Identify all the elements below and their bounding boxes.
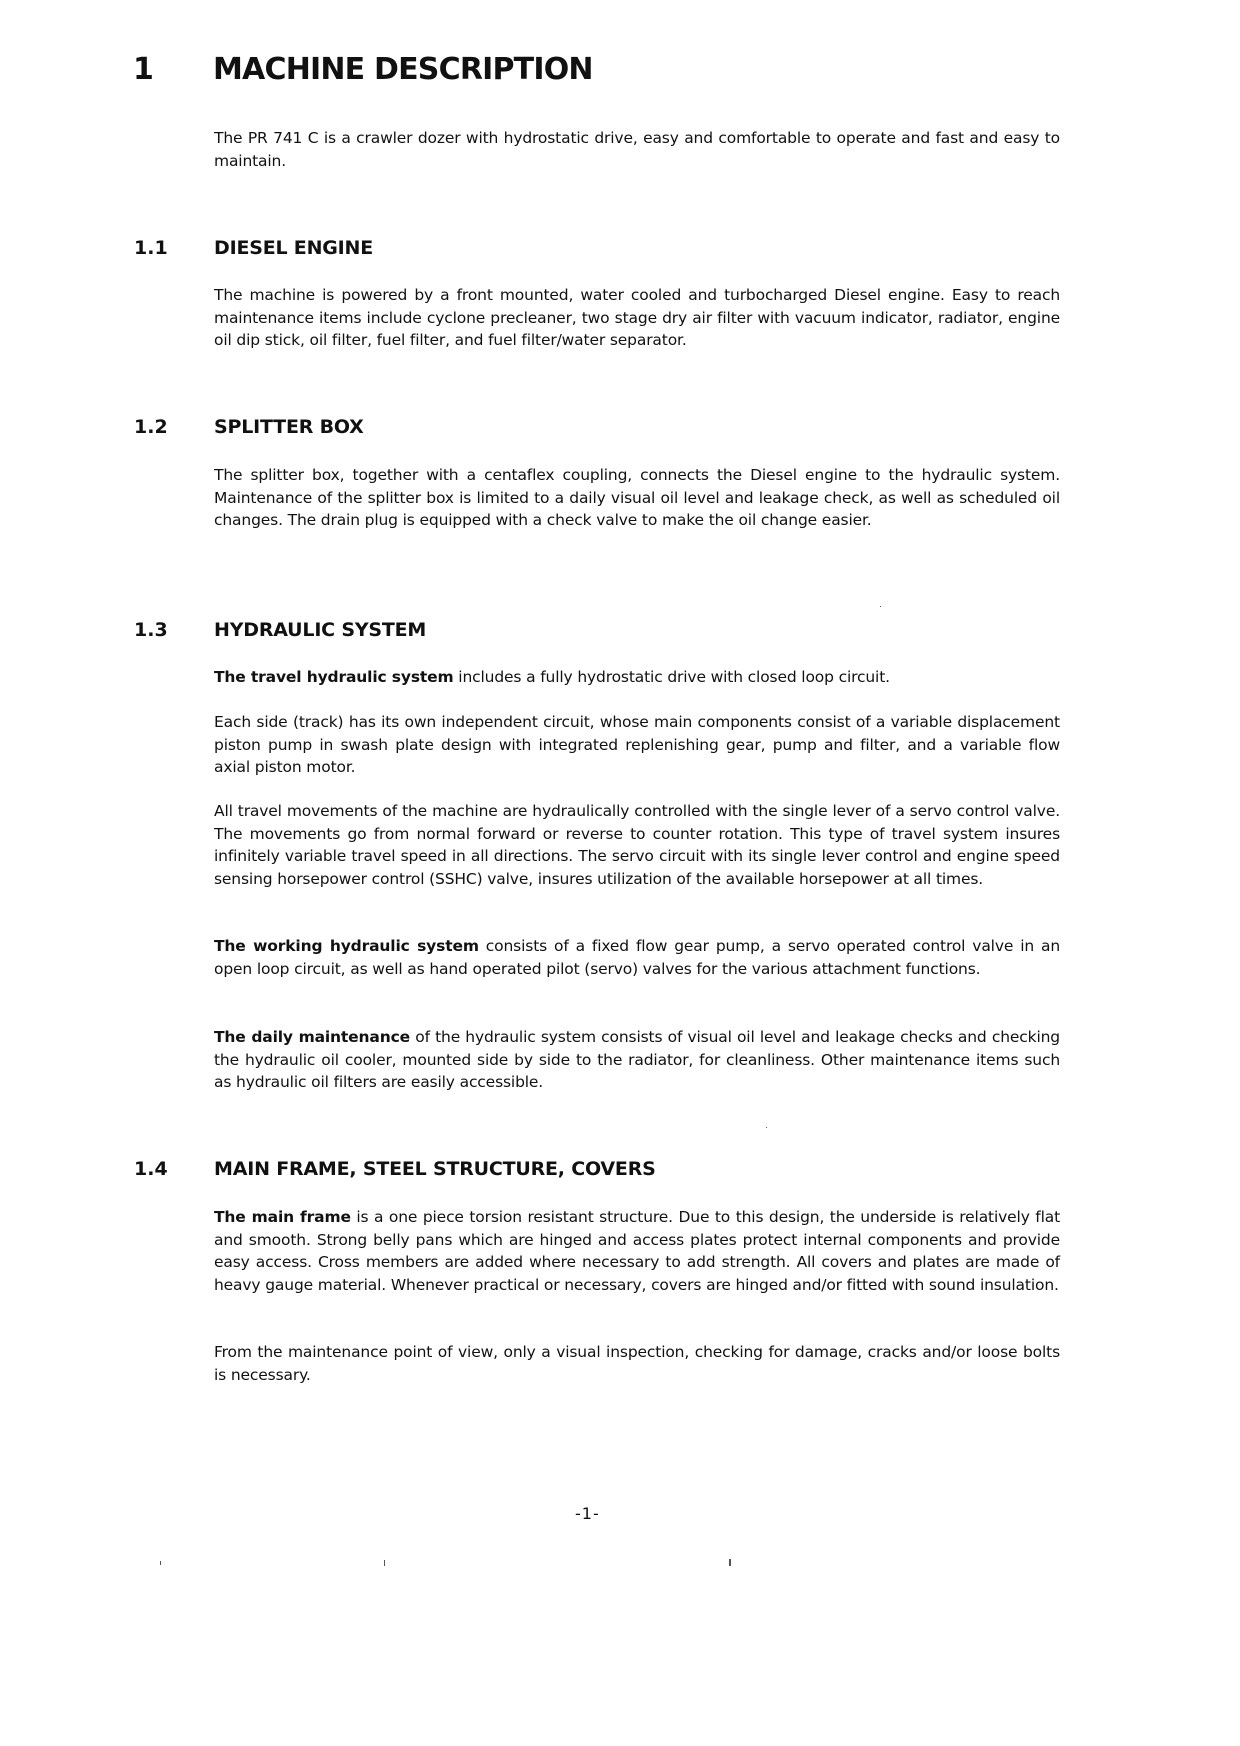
- paragraph-text: Each side (track) has its own independent circuit, whose main components consist of a variable displacement piston pump in swash plate design with integrated replenishing gear, pump and filter, and a variable flow axial piston motor.: [214, 713, 1060, 776]
- paragraph-lead: The working hydraulic system: [214, 937, 479, 955]
- section-title: HYDRAULIC SYSTEM: [214, 619, 427, 641]
- paragraph-daily-maintenance: [214, 1026, 1060, 1094]
- scan-speck: [384, 1560, 385, 1566]
- paragraph-splitter-box: [214, 464, 1060, 532]
- section-title: DIESEL ENGINE: [214, 237, 374, 259]
- chapter-title: MACHINE DESCRIPTION: [213, 52, 593, 87]
- paragraph-text: includes a fully hydrostatic drive with closed loop circuit.: [453, 668, 890, 686]
- section-heading-main-frame: [0, 1158, 1103, 1186]
- paragraph-text: is a one piece torsion resistant structure. Due to this design, the underside is relatively flat and smooth. Strong belly pans which are hinged and access plates protect internal components and provide easy access. Cross members are added where necessary to add strength. All covers and plates are made of heavy gauge material. Whenever practical or necessary, covers are hinged and/or fitted with sound insulation.: [214, 1208, 1060, 1294]
- paragraph-travel-hydraulic-system: [214, 666, 1060, 689]
- section-heading-splitter-box: [0, 416, 1103, 444]
- section-heading-hydraulic-system: [0, 619, 1103, 647]
- paragraph-text: From the maintenance point of view, only a visual inspection, checking for damage, cracks and/or loose bolts is necessary.: [214, 1343, 1060, 1384]
- section-heading-diesel-engine: [0, 237, 1103, 265]
- paragraph-lead: The daily maintenance: [214, 1028, 411, 1046]
- paragraph-text: of the hydraulic system consists of visual oil level and leakage checks and checking the hydraulic oil cooler, mounted side by side to the radiator, for cleanliness. Other maintenance items such as hydraulic oil filters are easily accessible.: [214, 1028, 1060, 1091]
- paragraph-maintenance-inspection: [214, 1341, 1060, 1386]
- section-title: MAIN FRAME, STEEL STRUCTURE, COVERS: [214, 1158, 656, 1180]
- paragraph-independent-circuit: [214, 711, 1060, 779]
- paragraph-lead: The travel hydraulic system: [214, 668, 454, 686]
- scan-speck: [160, 1561, 161, 1565]
- chapter-number: 1: [133, 52, 154, 87]
- section-number: 1.2: [134, 416, 168, 438]
- paragraph-text: The machine is powered by a front mounted, water cooled and turbocharged Diesel engine. Easy to reach maintenance items include cyclone precleaner, two stage dry air filter with vacuum indicator, radiator, engine oil dip stick, oil filter, fuel filter, and fuel filter/water separator.: [214, 286, 1060, 349]
- paragraph-working-hydraulic-system: [214, 935, 1060, 980]
- chapter-heading: [0, 52, 1103, 102]
- paragraph-diesel-engine: [214, 284, 1060, 352]
- paragraph-text: The splitter box, together with a centaflex coupling, connects the Diesel engine to the hydraulic system. Maintenance of the splitter box is limited to a daily visual oil level and leakage check, as well as scheduled oil changes. The drain plug is equipped with a check valve to make the oil change easier.: [214, 466, 1060, 529]
- chapter-intro: The PR 741 C is a crawler dozer with hydrostatic drive, easy and comfortable to operate and fast and easy to maintain.: [214, 129, 1060, 170]
- paragraph-travel-movements: [214, 800, 1060, 890]
- paragraph-text: consists of a fixed flow gear pump, a servo operated control valve in an open loop circuit, as well as hand operated pilot (servo) valves for the various attachment functions.: [214, 937, 1061, 978]
- scan-speck: [729, 1559, 731, 1566]
- section-number: 1.4: [134, 1158, 168, 1180]
- scan-speck: [880, 606, 881, 607]
- paragraph-main-frame: [214, 1206, 1060, 1296]
- section-title: SPLITTER BOX: [214, 416, 364, 438]
- section-number: 1.3: [134, 619, 168, 641]
- paragraph-lead: The main frame: [214, 1208, 351, 1226]
- page-number: -1-: [575, 1504, 600, 1523]
- scan-speck: [766, 1127, 767, 1128]
- section-number: 1.1: [134, 237, 168, 259]
- paragraph-text: All travel movements of the machine are hydraulically controlled with the single lever of a servo control valve. The movements go from normal forward or reverse to counter rotation. This type of travel system insures infinitely variable travel speed in all directions. The servo circuit with its single lever control and engine speed sensing horsepower control (SSHC) valve, insures utilization of the available horsepower at all times.: [214, 802, 1060, 888]
